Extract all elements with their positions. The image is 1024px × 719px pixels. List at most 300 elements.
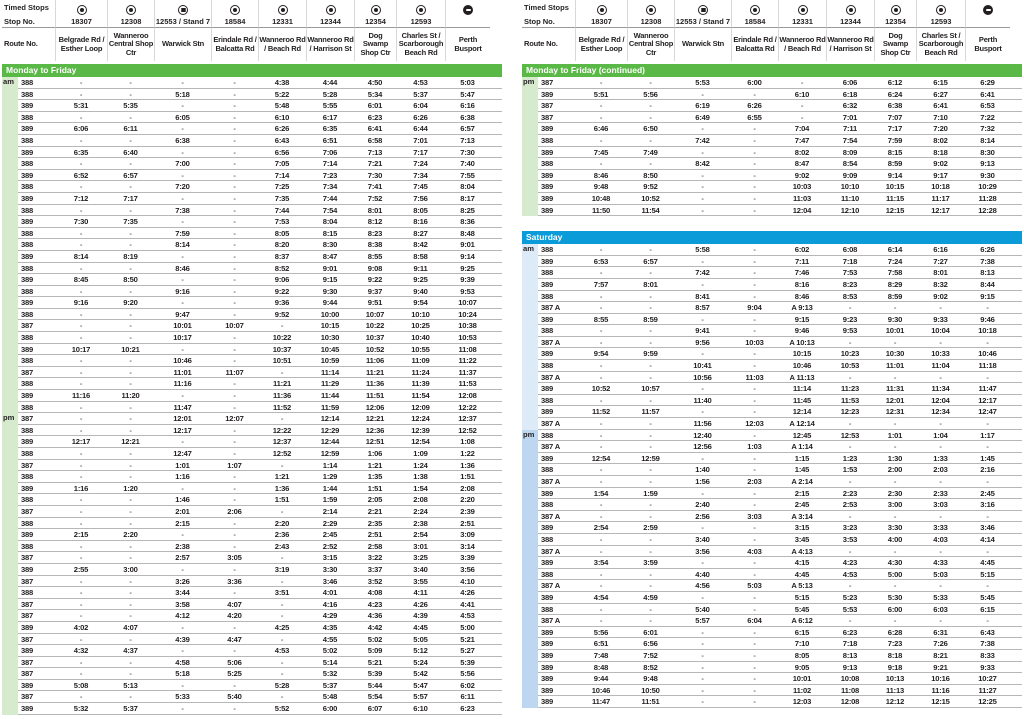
departure-time: 6:02: [794, 245, 810, 255]
departure-time: 10:18: [931, 182, 950, 192]
departure-time: 4:38: [274, 78, 290, 87]
departure-time: 6:02: [460, 680, 475, 690]
departure-time: -: [129, 135, 132, 145]
table-row: [18, 576, 502, 588]
departure-time: 7:11: [795, 256, 809, 266]
departure-time: 12:08: [840, 697, 860, 707]
table-row: [538, 244, 1022, 256]
departure-time: -: [79, 599, 83, 609]
departure-time: 8:04: [322, 217, 338, 227]
departure-time: -: [79, 182, 83, 192]
departure-time: 12:28: [978, 205, 997, 215]
departure-time: 2:08: [413, 495, 428, 505]
departure-time: 2:38: [413, 518, 428, 528]
departure-time: 8:46: [794, 291, 810, 301]
departure-time: 5:37: [413, 89, 428, 99]
departure-time: -: [233, 205, 236, 215]
departure-time: 10:01: [792, 674, 812, 684]
departure-time: 6:06: [842, 78, 858, 87]
departure-time: 4:07: [227, 599, 242, 609]
departure-time: 6:12: [887, 78, 903, 87]
departure-time: -: [280, 657, 284, 667]
departure-time: -: [129, 367, 132, 377]
departure-time: 10:53: [840, 361, 860, 371]
timed-stop-cell: [55, 0, 107, 17]
departure-time: -: [129, 425, 132, 435]
departure-time: 1:33: [933, 453, 948, 463]
departure-time: 3:03: [747, 511, 762, 521]
departure-time: 10:07: [365, 309, 385, 319]
timed-stops-label: Timed Stops: [4, 3, 49, 13]
departure-time: 7:13: [367, 147, 383, 157]
departure-time: 5:52: [274, 704, 290, 714]
departure-time: -: [701, 147, 704, 157]
departure-time: -: [753, 279, 756, 289]
route-number: 389: [21, 170, 34, 180]
table-row: [538, 383, 1022, 395]
table-row: [538, 673, 1022, 685]
departure-time: 9:33: [980, 662, 995, 672]
departure-time: -: [233, 704, 236, 714]
departure-time: -: [649, 477, 652, 486]
table-row: [18, 494, 502, 506]
departure-time: -: [599, 419, 603, 429]
period-pm: [2, 413, 18, 714]
departure-time: -: [79, 506, 83, 516]
stop-number: 12308: [627, 17, 674, 28]
departure-time: -: [753, 604, 756, 614]
departure-time: -: [649, 442, 652, 452]
route-number: 389: [21, 530, 34, 540]
departure-time: 12:22: [458, 402, 477, 412]
departure-time: 2:20: [274, 518, 290, 528]
departure-time: 5:56: [643, 89, 658, 99]
stop-name: Wanneroo Rd / Harrison St: [306, 28, 354, 61]
departure-time: -: [233, 344, 236, 354]
departure-time: 4:14: [980, 534, 995, 544]
saturday-pm-rows: [538, 430, 1022, 708]
departure-time: -: [233, 286, 236, 296]
departure-time: 7:30: [367, 170, 383, 180]
departure-time: -: [701, 384, 704, 394]
timed-stop-cell: [627, 0, 674, 17]
departure-time: 5:08: [73, 680, 89, 690]
departure-time: 7:54: [322, 205, 338, 215]
departure-time: -: [129, 112, 132, 122]
departure-time: 8:44: [980, 279, 995, 289]
route-number: 389: [21, 437, 34, 447]
departure-time: 2:51: [460, 518, 475, 528]
departure-time: -: [649, 337, 652, 347]
departure-time: 2:29: [322, 518, 338, 528]
departure-time: -: [701, 697, 704, 707]
route-number: 388: [541, 465, 554, 475]
departure-time: 7:38: [175, 205, 190, 215]
route-number: 387 A: [541, 442, 560, 452]
departure-time: -: [753, 395, 756, 405]
timed-stop-cell: [778, 0, 826, 17]
departure-time: A 4:13: [791, 546, 813, 556]
departure-time: -: [129, 588, 132, 598]
departure-time: 6:26: [747, 101, 762, 111]
departure-time: -: [79, 309, 83, 319]
route-number: 388: [21, 518, 34, 528]
timed-stop-cell: [674, 0, 731, 17]
route-number: 387 A: [541, 581, 560, 591]
departure-time: 1:36: [460, 460, 475, 470]
departure-time: 10:23: [840, 349, 860, 359]
departure-time: 9:39: [460, 275, 475, 285]
departure-time: 6:01: [367, 101, 383, 111]
departure-time: 2:45: [322, 530, 338, 540]
departure-time: 11:22: [458, 356, 477, 366]
table-row: [18, 320, 502, 332]
departure-time: -: [233, 135, 236, 145]
departure-time: 3:16: [980, 500, 995, 510]
stop-name: Dog Swamp Shop Ctr: [874, 28, 916, 61]
departure-time: 6:53: [980, 101, 995, 111]
departure-time: 5:47: [413, 680, 428, 690]
departure-time: -: [649, 546, 652, 556]
stop-number: 12354: [874, 17, 916, 28]
timed-stop-icon: [891, 5, 901, 15]
departure-time: 9:52: [643, 182, 658, 192]
departure-time: -: [753, 170, 756, 180]
pm-label: pm: [3, 413, 15, 423]
departure-time: 8:59: [643, 314, 658, 324]
stop-number: 12331: [778, 17, 826, 28]
departure-time: -: [599, 112, 603, 122]
departure-time: -: [181, 275, 184, 285]
departure-time: 12:15: [931, 697, 950, 707]
departure-time: -: [753, 89, 756, 99]
timed-stop-icon: [326, 5, 336, 15]
table-row: [538, 499, 1022, 511]
departure-time: 6:35: [73, 147, 89, 157]
departure-time: 7:24: [887, 256, 903, 266]
departure-time: 8:48: [460, 228, 475, 238]
departure-time: 5:45: [794, 604, 810, 614]
route-number: 388: [541, 569, 554, 579]
departure-time: 12:54: [591, 453, 611, 463]
departure-time: 12:52: [272, 449, 292, 458]
stop-number: 12308: [107, 17, 154, 28]
departure-time: 3:15: [794, 523, 810, 533]
departure-time: 6:05: [175, 112, 190, 122]
route-number: 388: [541, 135, 554, 145]
table-row: [18, 355, 502, 367]
departure-time: 12:47: [978, 407, 997, 417]
departure-time: 8:23: [367, 228, 383, 238]
departure-time: -: [701, 193, 704, 203]
departure-time: 1:59: [643, 488, 658, 498]
departure-time: 8:02: [794, 147, 810, 157]
departure-time: 11:16: [71, 391, 90, 401]
departure-time: 7:23: [322, 170, 338, 180]
departure-time: 5:02: [322, 646, 338, 656]
departure-time: -: [649, 101, 652, 111]
table-row: [18, 263, 502, 275]
departure-time: 7:01: [842, 112, 858, 122]
departure-time: -: [701, 170, 704, 180]
departure-time: 4:59: [643, 592, 658, 602]
departure-time: 3:56: [460, 564, 475, 574]
route-number: 389: [21, 391, 34, 401]
departure-time: 4:16: [322, 599, 338, 609]
timed-stop-cell: [731, 0, 778, 17]
departure-time: 6:29: [980, 78, 995, 87]
period-pm: [522, 77, 538, 216]
route-number: 389: [21, 217, 34, 227]
departure-time: 7:17: [123, 193, 138, 203]
departure-time: 9:04: [747, 303, 762, 313]
departure-time: 3:46: [322, 576, 338, 586]
departure-time: -: [129, 611, 132, 621]
departure-time: 11:29: [320, 379, 339, 389]
departure-time: 7:38: [980, 639, 995, 649]
departure-time: -: [129, 89, 132, 99]
table-row: [538, 205, 1022, 217]
departure-time: 9:36: [274, 298, 290, 308]
departure-time: 12:39: [411, 425, 430, 435]
departure-time: 1:56: [695, 477, 710, 486]
departure-time: 4:47: [227, 634, 242, 644]
departure-time: 12:03: [745, 419, 764, 429]
departure-time: 7:17: [413, 147, 428, 157]
departure-time: 9:11: [413, 263, 428, 273]
route-number: 389: [541, 182, 554, 192]
table-row: [18, 552, 502, 564]
period-am: [2, 77, 18, 413]
departure-time: 9:13: [842, 662, 858, 672]
departure-time: 1:24: [413, 460, 428, 470]
stop-no-label: Stop No.: [522, 17, 575, 28]
departure-time: 4:03: [933, 534, 948, 544]
departure-time: 5:56: [460, 669, 475, 679]
departure-time: 11:45: [792, 395, 811, 405]
route-number: 388: [21, 541, 34, 551]
departure-time: -: [129, 472, 132, 482]
departure-time: 11:17: [931, 193, 950, 203]
departure-time: 6:43: [980, 627, 995, 637]
departure-time: 2:39: [460, 506, 475, 516]
table-row: [18, 297, 502, 309]
departure-time: -: [233, 391, 236, 401]
departure-time: 2:20: [460, 495, 475, 505]
departure-time: -: [649, 419, 652, 429]
departure-time: 12:15: [885, 205, 905, 215]
departure-time: 10:21: [121, 344, 140, 354]
table-row: [538, 696, 1022, 708]
departure-time: -: [233, 564, 236, 574]
departure-time: -: [129, 576, 132, 586]
departure-time: -: [129, 495, 132, 505]
departure-time: 10:08: [840, 674, 860, 684]
table-row: [538, 557, 1022, 569]
departure-time: 7:25: [274, 182, 290, 192]
route-number: 387: [541, 112, 554, 122]
departure-time: 10:29: [978, 182, 997, 192]
departure-time: 2:38: [175, 541, 190, 551]
table-row: [538, 170, 1022, 182]
departure-time: -: [649, 245, 652, 255]
departure-time: -: [129, 379, 132, 389]
departure-time: -: [129, 553, 132, 563]
departure-time: 11:47: [173, 402, 192, 412]
stop-number: 18307: [55, 17, 107, 28]
departure-time: 10:52: [591, 384, 611, 394]
departure-time: 2:16: [980, 465, 995, 475]
departure-time: 5:32: [73, 704, 89, 714]
departure-time: 9:17: [933, 170, 948, 180]
departure-time: 8:59: [887, 159, 903, 169]
departure-time: -: [280, 634, 284, 644]
departure-time: -: [280, 553, 284, 563]
route-number: 388: [541, 534, 554, 544]
departure-time: 6:44: [413, 124, 428, 134]
stop-number: 12344: [306, 17, 354, 28]
departure-time: 12:21: [365, 414, 385, 424]
departure-time: 3:26: [175, 576, 190, 586]
route-number: 388: [541, 604, 554, 614]
departure-time: 12:23: [840, 407, 860, 417]
route-number: 388: [21, 472, 34, 482]
table-row: [18, 483, 502, 495]
departure-time: -: [79, 692, 83, 702]
departure-time: 12:04: [792, 205, 812, 215]
departure-time: 7:46: [794, 268, 810, 278]
departure-time: -: [79, 240, 83, 250]
departure-time: -: [939, 616, 942, 626]
departure-time: 7:45: [413, 182, 428, 192]
route-number: 388: [541, 245, 554, 255]
departure-time: -: [599, 361, 603, 371]
departure-time: -: [233, 240, 236, 250]
departure-time: 6:41: [367, 124, 383, 134]
bus-station-icon: [983, 5, 993, 15]
stop-name: Wanneroo Rd / Beach Rd: [778, 28, 826, 61]
table-row: [538, 89, 1022, 101]
departure-time: 4:45: [980, 558, 995, 568]
stop-number: 12553 / Stand 7: [154, 17, 211, 28]
departure-time: -: [233, 147, 236, 157]
departure-time: 4:11: [413, 588, 428, 598]
departure-time: -: [986, 372, 989, 382]
departure-time: -: [848, 546, 852, 556]
departure-time: 1:53: [842, 465, 858, 475]
departure-time: -: [129, 182, 132, 192]
departure-time: 8:37: [274, 251, 290, 261]
table-row: [18, 332, 502, 344]
departure-time: -: [79, 321, 83, 331]
departure-time: 9:25: [413, 275, 428, 285]
stop-name: Warwick Stn: [154, 28, 211, 61]
departure-time: 7:14: [274, 170, 290, 180]
route-number: 387: [21, 657, 34, 667]
departure-time: -: [939, 546, 942, 556]
departure-time: 4:54: [593, 592, 609, 602]
departure-time: 3:19: [274, 564, 290, 574]
route-number: 389: [541, 592, 554, 602]
departure-time: 5:14: [322, 657, 338, 667]
departure-time: 4:39: [175, 634, 190, 644]
departure-time: 9:18: [887, 662, 903, 672]
table-row: [538, 372, 1022, 384]
departure-time: 3:00: [123, 564, 138, 574]
departure-time: 6:23: [367, 112, 383, 122]
departure-time: 6:16: [933, 245, 948, 255]
departure-time: -: [79, 518, 83, 528]
departure-time: -: [986, 442, 989, 452]
departure-time: -: [701, 627, 704, 637]
departure-time: -: [181, 564, 184, 574]
departure-time: 11:47: [591, 697, 610, 707]
departure-time: 10:37: [365, 333, 385, 343]
departure-time: -: [129, 78, 132, 87]
departure-time: -: [848, 442, 852, 452]
departure-time: 11:27: [978, 685, 997, 695]
departure-time: 10:03: [792, 182, 812, 192]
route-number: 388: [21, 182, 34, 192]
stop-number: 18584: [211, 17, 258, 28]
table-row: [538, 279, 1022, 291]
departure-time: 4:29: [322, 611, 338, 621]
departure-time: 11:23: [840, 384, 859, 394]
departure-time: -: [79, 634, 83, 644]
departure-time: -: [701, 685, 704, 695]
departure-time: -: [233, 495, 236, 505]
table-row: [538, 615, 1022, 627]
departure-time: -: [701, 592, 704, 602]
departure-time: 8:55: [367, 251, 383, 261]
departure-time: 5:51: [593, 89, 609, 99]
departure-time: 1:35: [367, 472, 383, 482]
departure-time: 11:36: [272, 391, 291, 401]
departure-time: -: [280, 692, 284, 702]
departure-time: -: [701, 256, 704, 266]
departure-time: 9:14: [460, 251, 475, 261]
departure-time: -: [233, 217, 236, 227]
departure-time: -: [649, 581, 652, 591]
stop-name: Wanneroo Rd / Beach Rd: [258, 28, 306, 61]
departure-time: 7:59: [175, 228, 190, 238]
departure-time: 10:01: [173, 321, 192, 331]
departure-time: -: [800, 78, 804, 87]
departure-time: -: [79, 541, 83, 551]
departure-time: 1:54: [413, 483, 428, 493]
route-number: 389: [541, 147, 554, 157]
departure-time: 6:56: [643, 639, 658, 649]
departure-time: 8:50: [643, 170, 658, 180]
departure-time: 2:55: [73, 564, 89, 574]
departure-time: -: [986, 419, 989, 429]
departure-time: -: [753, 662, 756, 672]
departure-time: -: [939, 419, 942, 429]
departure-time: 8:17: [460, 193, 475, 203]
route-number: 389: [21, 564, 34, 574]
departure-time: 1:23: [842, 453, 858, 463]
departure-time: -: [753, 569, 756, 579]
departure-time: 7:11: [843, 124, 857, 134]
departure-time: 3:55: [413, 576, 428, 586]
departure-time: 12:45: [792, 430, 812, 440]
departure-time: -: [986, 511, 989, 521]
departure-time: 6:38: [175, 135, 190, 145]
departure-time: 11:21: [365, 367, 384, 377]
route-number: 389: [541, 205, 554, 215]
departure-time: 11:02: [792, 685, 811, 695]
departure-time: 9:22: [274, 286, 290, 296]
